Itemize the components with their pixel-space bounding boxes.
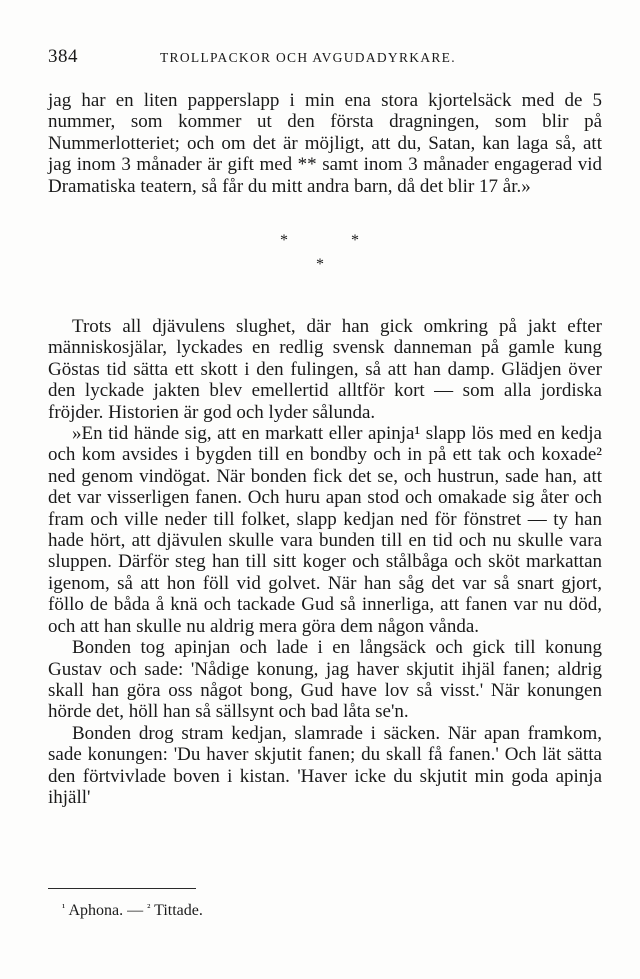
text-block-top xyxy=(48,90,602,197)
footnote-2-marker: ² xyxy=(147,902,151,914)
paragraph-king: Bonden tog apinjan och lade i en långsäck och gick till konung Gustav och sade: 'Nådige konung, jag haver skjutit ihjäl fanen; aldrig skall han göra oss något bong, Gud have lov så visst.' När konungen hörde det, höll han så sällsynt och bad låta se'n. xyxy=(48,637,602,723)
page-number: 384 xyxy=(48,46,78,67)
paragraph-continuation: jag har en liten papperslapp i min ena stora kjortelsäck med de 5 nummer, som kommer ut den första dragningen, som blir på Nummerlotteriet; och om det är möjligt, att du, Satan, kan laga så, att jag inom 3 månader är gift med ** samt inom 3 månader engagerad vid Dramatiska teatern, så får du mitt andra barn, då det blir 17 år.» xyxy=(48,90,602,197)
page-header xyxy=(48,46,602,70)
asterisk-center: * xyxy=(316,256,324,273)
footnote-1-text: Aphona. xyxy=(68,902,124,919)
asterisk-left: * xyxy=(280,232,288,249)
text-block-main xyxy=(48,316,602,808)
paragraph-ending: Bonden drog stram kedjan, slamrade i säcken. När apan framkom, sade konungen: 'Du haver skjutit fanen; du skall få fanen.' Och lät sätta den förtvivlade boven i kistan. 'Haver icke du skjutit min goda apinja ihjäll' xyxy=(48,722,602,808)
section-break-asterism xyxy=(0,232,640,276)
running-head: TROLLPACKOR OCH AVGUDADYRKARE. xyxy=(160,50,456,65)
paragraph-intro: Trots all djävulens slughet, där han gick omkring på jakt efter människosjälar, lyckades en redlig svensk danneman på gamle kung Göstas tid sätta ett skott i den fulingen, så att han damp. Glädjen över den lyckade jakten blev emellertid alltför kort — som alla jordiska fröjder. Historien är god och lyder sålunda. xyxy=(48,316,602,423)
footnote-2-text: Tittade. xyxy=(154,902,203,919)
asterisk-right: * xyxy=(351,232,359,249)
footnotes xyxy=(62,902,203,920)
footnote-1-marker: ¹ xyxy=(62,902,66,914)
footnote-rule xyxy=(48,888,196,889)
footnote-separator: — xyxy=(127,902,144,919)
paragraph-story: »En tid hände sig, att en markatt eller apinja¹ slapp lös med en kedja och kom avsides i bygden till en bondby och in på ett tak och koxade² ned genom vindögat. När bonden fick det se, och hustrun, sade han, att det var visserligen fanen. Och huru apan stod och omakade sig åter och fram och ville neder till folket, slapp kedjan ned för fönstret — ty han hade hört, att djävulen skulle vara bunden till en tid och nu skulle vara sluppen. Därför steg han till sitt koger och stålbåga och sköt markattan igenom, så att hon föll vid golvet. När han såg det var så snart gjort, föllo de båda å knä och tackade Gud så innerliga, att fanen var nu död, och att han skulle nu aldrig mera göra dem någon vånda. xyxy=(48,423,602,637)
